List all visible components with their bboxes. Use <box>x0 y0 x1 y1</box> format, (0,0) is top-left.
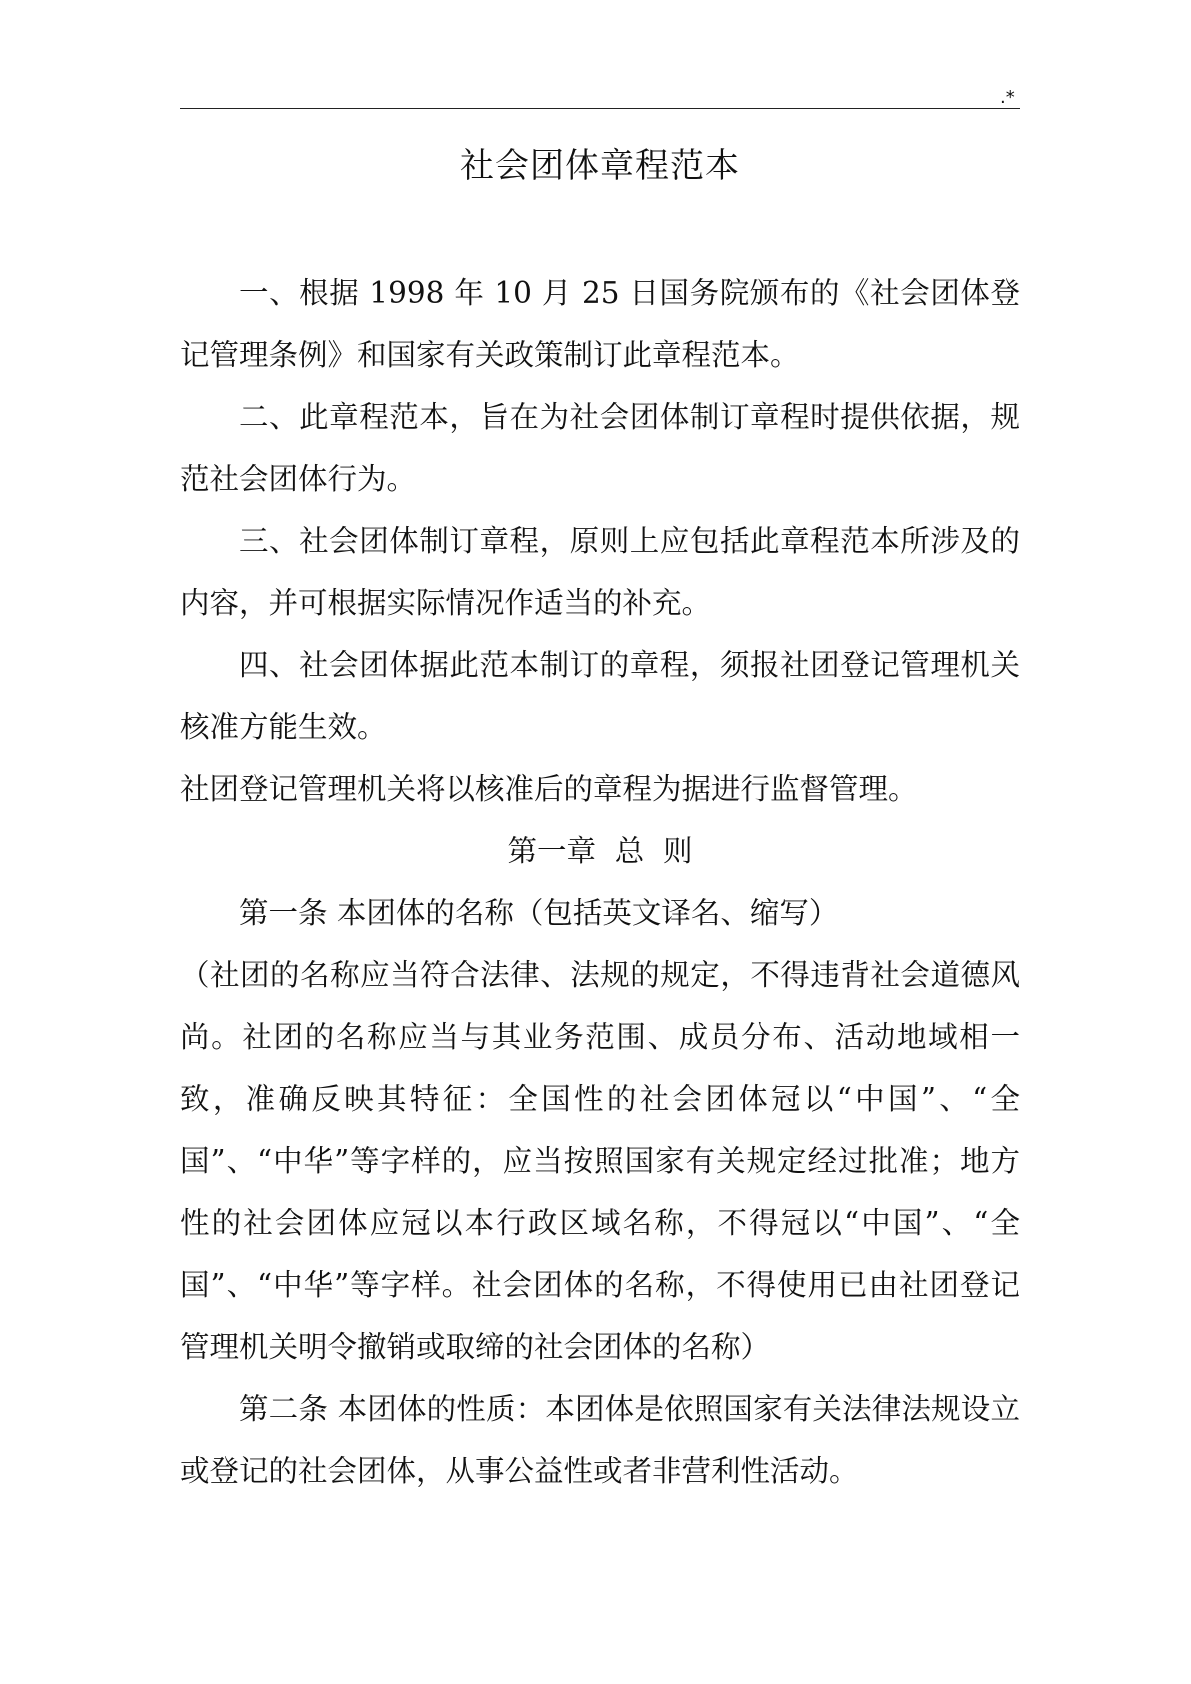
paragraph-1: 一、根据 1998 年 10 月 25 日国务院颁布的《社会团体登记管理条例》和国家有关政策制订此章程范本。 <box>180 276 1020 372</box>
document-body <box>180 262 1020 1502</box>
page-title: 社会团体章程范本 <box>460 146 740 186</box>
article-1: 第一条 本团体的名称（包括英文译名、缩写） <box>239 896 839 930</box>
paragraph-2: 二、此章程范本，旨在为社会团体制订章程时提供依据，规范社会团体行为。 <box>180 400 1020 496</box>
paragraph-5: 社团登记管理机关将以核准后的章程为据进行监督管理。 <box>180 772 918 806</box>
paragraph-4: 四、社会团体据此范本制订的章程，须报社团登记管理机关核准方能生效。 <box>180 648 1020 744</box>
header-rule <box>180 108 1020 109</box>
chapter-heading: 第一章 总 则 <box>507 834 693 868</box>
header-mark: .* <box>1000 87 1015 108</box>
paragraph-3: 三、社会团体制订章程，原则上应包括此章程范本所涉及的内容，并可根据实际情况作适当的补充。 <box>180 524 1020 620</box>
article-2: 第二条 本团体的性质：本团体是依照国家有关法律法规设立或登记的社会团体，从事公益性或者非营利性活动。 <box>180 1392 1020 1488</box>
article-1-note: （社团的名称应当符合法律、法规的规定，不得违背社会道德风尚。社团的名称应当与其业务范围、成员分布、活动地域相一致，准确反映其特征：全国性的社会团体冠以“中国”、“全国”、“中华”等字样的，应当按照国家有关规定经过批准；地方性的社会团体应冠以本行政区域名称，不得冠以“中国”、“全国”、“中华”等字样。社会团体的名称，不得使用已由社团登记管理机关明令撤销或取缔的社会团体的名称） <box>180 958 1020 1364</box>
